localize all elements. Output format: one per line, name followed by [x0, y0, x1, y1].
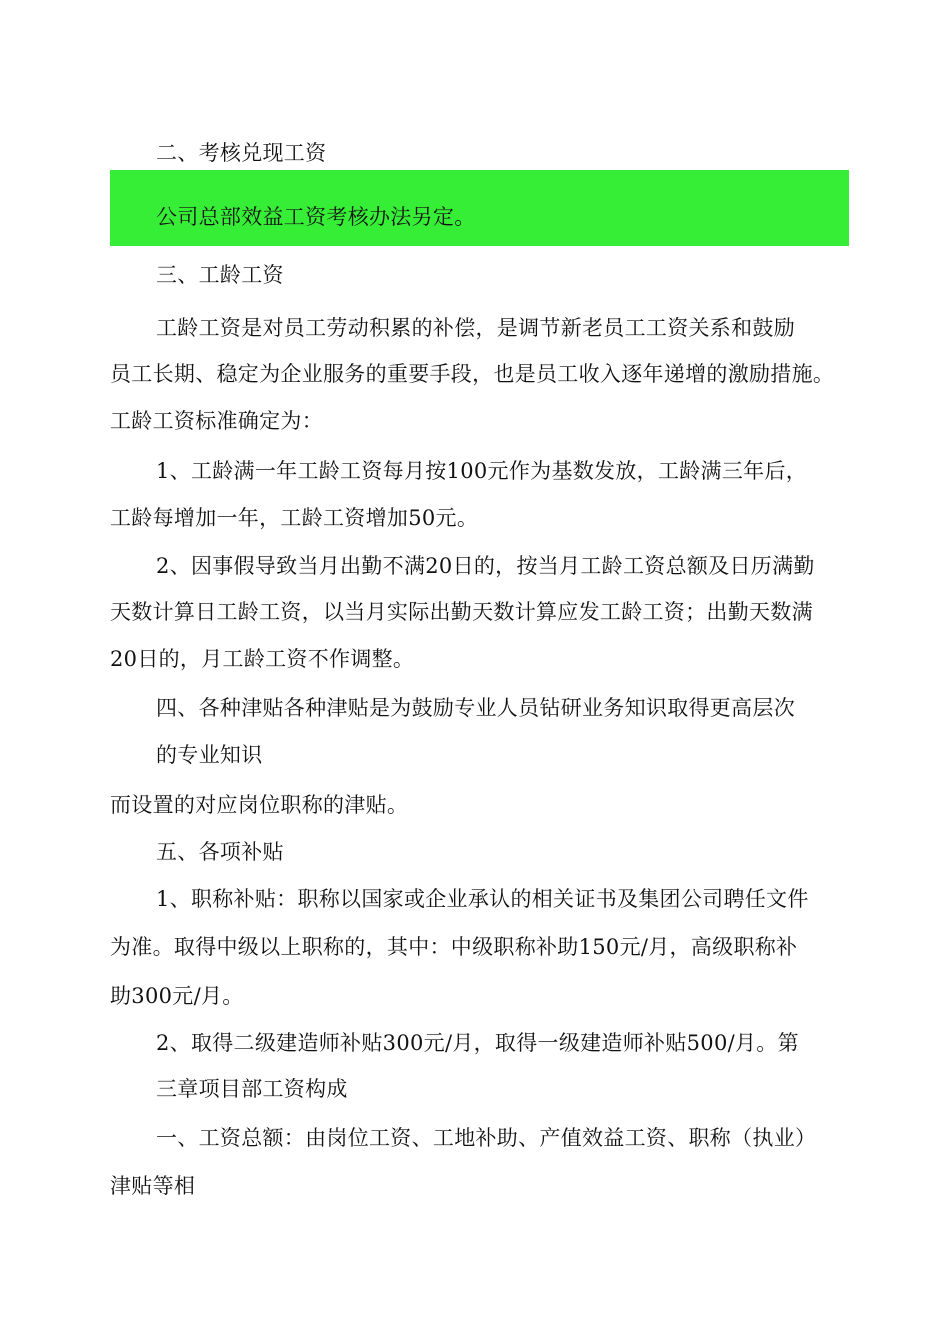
paragraph-line: 工龄工资标准确定为：: [110, 409, 323, 433]
section-heading-2: 二、考核兑现工资: [156, 141, 327, 165]
list-item-line: 助300元/月。: [110, 984, 244, 1008]
list-item-line: 工龄每增加一年，工龄工资增加50元。: [110, 506, 479, 530]
list-item-line: 2、因事假导致当月出勤不满20日的，按当月工龄工资总额及日历满勤: [156, 554, 815, 578]
list-item-line: 为准。取得中级以上职称的，其中：中级职称补助150元/月，高级职称补: [110, 935, 798, 959]
chapter-heading: 三章项目部工资构成: [156, 1077, 348, 1101]
paragraph-line: 津贴等相: [110, 1174, 196, 1198]
paragraph-line: 而设置的对应岗位职称的津贴。: [110, 793, 409, 817]
highlighted-paragraph: 公司总部效益工资考核办法另定。: [156, 205, 476, 229]
list-item-line: 1、工龄满一年工龄工资每月按100元作为基数发放，工龄满三年后，: [156, 459, 808, 483]
section-heading-3: 三、工龄工资: [156, 263, 284, 287]
paragraph-line: 员工长期、稳定为企业服务的重要手段，也是员工收入逐年递增的激励措施。: [110, 362, 835, 386]
section-heading-5: 五、各项补贴: [156, 840, 284, 864]
paragraph-line: 的专业知识: [156, 743, 263, 767]
paragraph-line: 一、工资总额：由岗位工资、工地补助、产值效益工资、职称（执业）: [156, 1126, 817, 1150]
list-item-line: 天数计算日工龄工资，以当月实际出勤天数计算应发工龄工资；出勤天数满: [110, 600, 813, 624]
paragraph-line: 工龄工资是对员工劳动积累的补偿，是调节新老员工工资关系和鼓励: [156, 316, 795, 340]
list-item-line: 1、职称补贴：职称以国家或企业承认的相关证书及集团公司聘任文件: [156, 887, 809, 911]
list-item-line: 20日的，月工龄工资不作调整。: [110, 647, 415, 671]
list-item-line: 2、取得二级建造师补贴300元/月，取得一级建造师补贴500/月。第: [156, 1031, 799, 1055]
section-heading-4: 四、各种津贴各种津贴是为鼓励专业人员钻研业务知识取得更高层次: [156, 696, 795, 720]
